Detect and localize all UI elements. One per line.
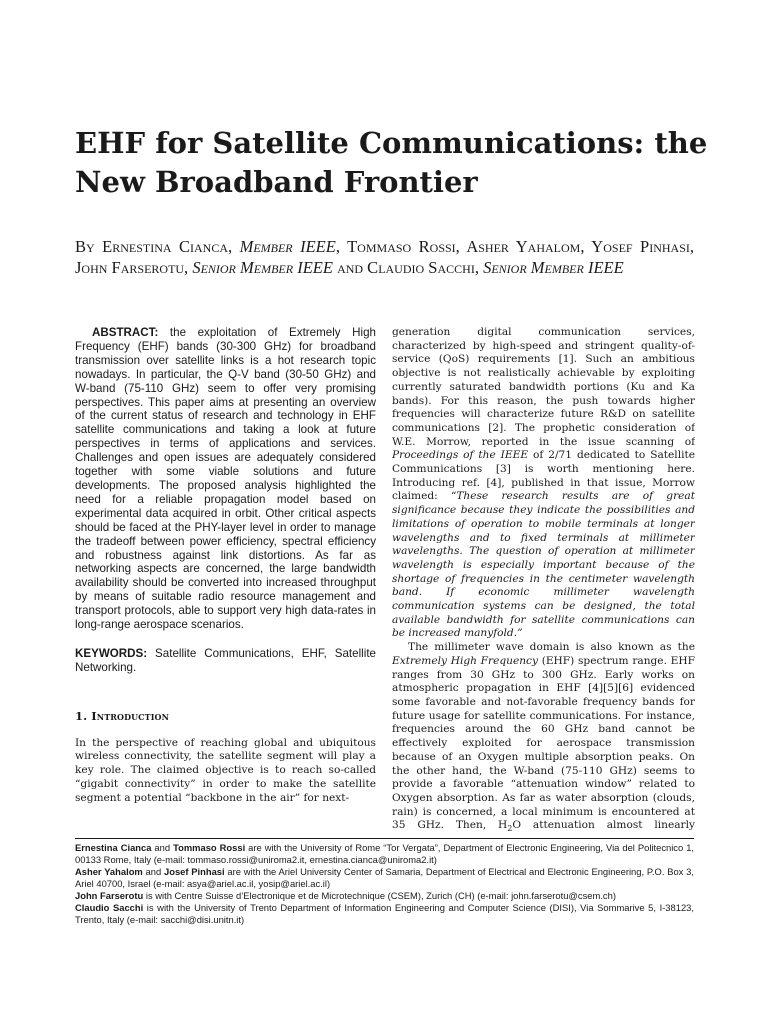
p1-journal: Proceedings of the IEEE	[392, 449, 529, 462]
footnotes	[75, 842, 694, 926]
author-list	[75, 236, 694, 278]
right-column	[392, 326, 695, 834]
footnote-names: Josef Pinhasi	[164, 866, 225, 877]
p2-subscript: 2	[507, 824, 513, 834]
footnote-item	[75, 890, 694, 902]
footnote-item	[75, 902, 694, 926]
section-heading-introduction: 1. Introduction	[75, 708, 170, 723]
keywords-label: KEYWORDS:	[75, 646, 148, 660]
footnote-text: is with the University of Trento Department of Information Engineering and Computer Science (DISI), Via Sommarive 5, I-38123, Trento, Italy (e-mail: sacchi@disi.unitn.it)	[75, 902, 694, 925]
footnote-and: and	[151, 842, 174, 853]
p1-text-b: of 2/71 dedicated to Satellite Communications [3] is worth mentioning here. Introducing ref. [4], published in that issue, Morrow claimed:	[392, 449, 695, 503]
footnote-and: and	[142, 866, 164, 877]
author-3: and Claudio Sacchi,	[332, 258, 484, 277]
footnote-text: are with the Ariel University Center of Samaria, Department of Electrical and Electronic Engineering, P.O. Box 3, Ariel 40700, Israel (e-mail: asya@ariel.ac.il, yosip@ariel.ac.il)	[75, 866, 694, 889]
abstract-label: ABSTRACT:	[92, 326, 159, 339]
p2-text-a: The millimeter wave domain is also known as the	[408, 641, 695, 654]
author-1: Ernestina Cianca,	[102, 237, 240, 256]
keywords	[75, 647, 376, 675]
keywords-text: Satellite Communications, EHF, Satellite Networking.	[75, 646, 376, 674]
p2-text-c: O attenuation almost linearly	[512, 819, 695, 832]
footnote-item	[75, 866, 694, 890]
p1-quote: “These research results are of great significance because they indicate the possibilities and limitations of operation to mobile terminals at longer wavelengths and to fixed terminals at millimeter wavelengths. The question of operation at millimeter wavelength is especially important because of the shortage of frequencies in the centimeter wavelength band. If economic millimeter wavelength communication systems can be designed, the total available bandwidth for satellite communications can be increased manyfold.”	[392, 490, 695, 640]
footnote-names: Asher Yahalom	[75, 866, 143, 877]
introduction-paragraph: In the perspective of reaching global and ubiquitous wireless connectivity, the satellite segment will play a key role. The claimed objective is to reach so-called “gigabit connectivity” in order to make the satellite segment a potential “backbone in the air” for next-	[75, 736, 376, 804]
abstract	[75, 326, 376, 632]
author-3-role: Senior Member IEEE	[483, 258, 624, 277]
footnote-names: Ernestina Cianca	[75, 842, 152, 853]
paper-title: EHF for Satellite Communications: the New Broadband Frontier	[75, 126, 708, 199]
footnote-divider	[75, 838, 694, 839]
footnote-names: Tommaso Rossi	[173, 842, 246, 853]
p1-text-a: generation digital communication services, characterized by high-speed and stringent quality-of-service (QoS) requirements [1]. Such an ambitious objective is not realistically achievable by exploiting currently saturated bandwidth portions (Ku and Ka bands). For this reason, the push towards higher frequencies will characterize future R&D on satellite communications [2]. The prophetic consideration of W.E. Morrow, reported in the issue scanning of	[392, 326, 695, 448]
footnote-names: Claudio Sacchi	[75, 902, 144, 913]
right-paragraph-1	[392, 326, 695, 641]
author-1-role: Member IEEE	[239, 237, 336, 256]
author-by: By	[75, 237, 103, 256]
footnote-item	[75, 842, 694, 866]
footnote-text: are with the University of Rome “Tor Vergata”, Department of Electronic Engineering, Via del Politecnico 1, 00133 Rome, Italy (e-mail: tommaso.rossi@uniroma2.it, ernestina.cianca@uniroma2.it)	[75, 842, 695, 865]
left-column	[75, 326, 376, 805]
p2-term: Extremely High Frequency	[392, 654, 538, 667]
author-2-role: Senior Member IEEE	[192, 258, 333, 277]
footnote-text: is with Centre Suisse d’Electronique et de Microtechnique (CSEM), Zurich (CH) (e-mail: john.farserotu@csem.ch)	[143, 890, 616, 901]
author-2-group: , Tommaso Rossi, Asher Yahalom, Yosef Pinhasi, John Farserotu,	[75, 237, 694, 277]
right-paragraph-2	[392, 641, 695, 834]
footnote-names: John Farserotu	[75, 890, 144, 901]
abstract-text: the exploitation of Extremely High Frequency (EHF) bands (30-300 GHz) for broadband transmission over satellite links is a hot research topic nowadays. In particular, the Q-V band (30-50 GHz) and W-band (75-110 GHz) seem to offer very promising perspectives. This paper aims at presenting an overview of the current status of research and technology in EHF satellite communications and taking a look at future perspectives in terms of applications and services. Challenges and open issues are adequately considered together with some viable solutions and future developments. The proposed analysis highlighted the need for a reliable propagation model based on experimental data acquired in orbit. Other critical aspects should be faced at the PHY-layer level in order to manage the tradeoff between power efficiency, spectral efficiency and robustness against link distortions. As far as networking aspects are concerned, the large bandwidth availability should be converted into increased throughput by means of suitable radio resource management and transport protocols, able to support very high data-rates in long-range aerospace scenarios.	[75, 326, 376, 632]
p2-text-b: (EHF) spectrum range. EHF ranges from 30 GHz to 300 GHz. Early works on atmospheric propagation in EHF [4][5][6] evidenced some favorable and not-favorable frequency bands for future usage for satellite communications. For instance, frequencies around the 60 GHz band cannot be effectively exploited for aerospace transmission because of an Oxygen multiple absorption peaks. On the other hand, the W-band (75-110 GHz) seems to provide a favorable “attenuation window” related to Oxygen absorption. As far as water absorption (clouds, rain) is concerned, a local minimum is encountered at 35 GHz. Then, H	[392, 654, 695, 832]
